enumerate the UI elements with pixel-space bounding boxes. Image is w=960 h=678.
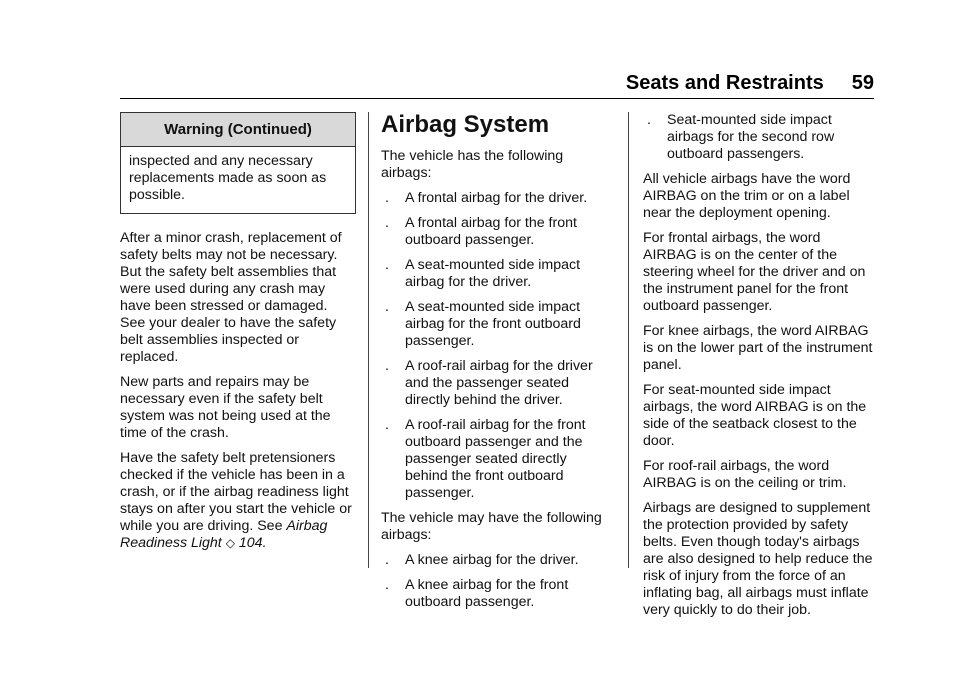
paragraph: Airbags are designed to supplement the protection provided by safety belts. Even though today's airbags are also designed to help reduce the risk of injury from the force of an inflating bag, all airbags must inflate very quickly to do their job.	[643, 500, 873, 618]
warning-body: inspected and any necessary replacements made as soon as possible.	[129, 153, 327, 203]
cross-reference-title[interactable]: Airbag Readiness Light	[120, 518, 328, 551]
column-divider	[368, 112, 369, 568]
bullet-marker: .	[385, 358, 389, 374]
bullet-marker: .	[385, 190, 389, 206]
paragraph: New parts and repairs may be necessary even if the safety belt system was not being used at the time of the crash.	[120, 374, 331, 441]
list-item-text: A seat-mounted side impact airbag for the front outboard passenger.	[405, 299, 581, 349]
page-header	[120, 68, 874, 98]
bullet-marker: .	[385, 552, 389, 568]
page-number: 59	[851, 71, 874, 94]
list-item	[381, 417, 611, 502]
list-item	[643, 112, 875, 163]
list-item-text: A knee airbag for the driver.	[405, 552, 579, 568]
list-item-text: A roof-rail airbag for the driver and the passenger seated directly behind the driver.	[405, 358, 593, 408]
list-item	[381, 215, 611, 249]
list-item-text: A knee airbag for the front outboard passenger.	[405, 577, 569, 610]
bullet-marker: .	[385, 417, 389, 433]
paragraph: For knee airbags, the word AIRBAG is on the lower part of the instrument panel.	[643, 323, 873, 373]
list-item	[381, 577, 611, 611]
bullet-list	[381, 190, 611, 502]
paragraph: The vehicle may have the following airbags:	[381, 510, 602, 543]
section-title: Seats and Restraints	[625, 71, 824, 94]
paragraph	[120, 450, 356, 552]
column-1	[120, 112, 356, 560]
paragraph-text: Have the safety belt pretensioners checked if the vehicle has been in a crash, or if the airbag readiness light stays on after you start the vehicle or while you are driving. See	[120, 450, 352, 534]
paragraph: The vehicle has the following airbags:	[381, 148, 564, 181]
list-item-text: A frontal airbag for the driver.	[405, 190, 588, 206]
warning-title: Warning (Continued)	[121, 113, 355, 147]
paragraph: For frontal airbags, the word AIRBAG is on the center of the steering wheel for the driver and on the instrument panel for the front outboard passenger.	[643, 230, 866, 314]
list-item	[381, 552, 611, 569]
cross-reference-page[interactable]: 104	[238, 535, 263, 551]
list-item-text: A frontal airbag for the front outboard passenger.	[405, 215, 577, 248]
paragraph: After a minor crash, replacement of safety belts may not be necessary. But the safety belt assemblies that were used during any crash may have been stressed or damaged. See your dealer to have the safety belt assemblies inspected or replaced.	[120, 230, 342, 365]
bullet-list	[381, 552, 611, 611]
paragraph: For seat-mounted side impact airbags, the word AIRBAG is on the side of the seatback closest to the door.	[643, 382, 867, 449]
bullet-marker: .	[647, 112, 651, 128]
section-heading: Airbag System	[381, 111, 550, 138]
bullet-list	[643, 112, 875, 163]
header-rule	[120, 98, 874, 99]
list-item	[381, 299, 611, 350]
list-item-text: Seat-mounted side impact airbags for the second row outboard passengers.	[667, 112, 835, 162]
column-3	[643, 112, 875, 627]
list-item-text: A roof-rail airbag for the front outboard passenger and the passenger seated directly behind the front outboard passenger.	[405, 417, 586, 501]
bullet-marker: .	[385, 299, 389, 315]
list-item-text: A seat-mounted side impact airbag for the driver.	[405, 257, 581, 290]
column-divider	[628, 112, 629, 568]
page-reference-icon: ◇	[225, 536, 235, 550]
list-item	[381, 358, 611, 409]
cross-reference-end: .	[262, 535, 267, 551]
paragraph-group	[643, 171, 875, 619]
paragraph: All vehicle airbags have the word AIRBAG on the trim or on a label near the deployment opening.	[643, 171, 851, 221]
list-item	[381, 257, 611, 291]
bullet-marker: .	[385, 577, 389, 593]
bullet-marker: .	[385, 215, 389, 231]
paragraph: For roof-rail airbags, the word AIRBAG is on the ceiling or trim.	[643, 458, 847, 491]
list-item	[381, 190, 611, 207]
warning-box	[120, 112, 356, 214]
bullet-marker: .	[385, 257, 389, 273]
column-2	[381, 112, 611, 619]
